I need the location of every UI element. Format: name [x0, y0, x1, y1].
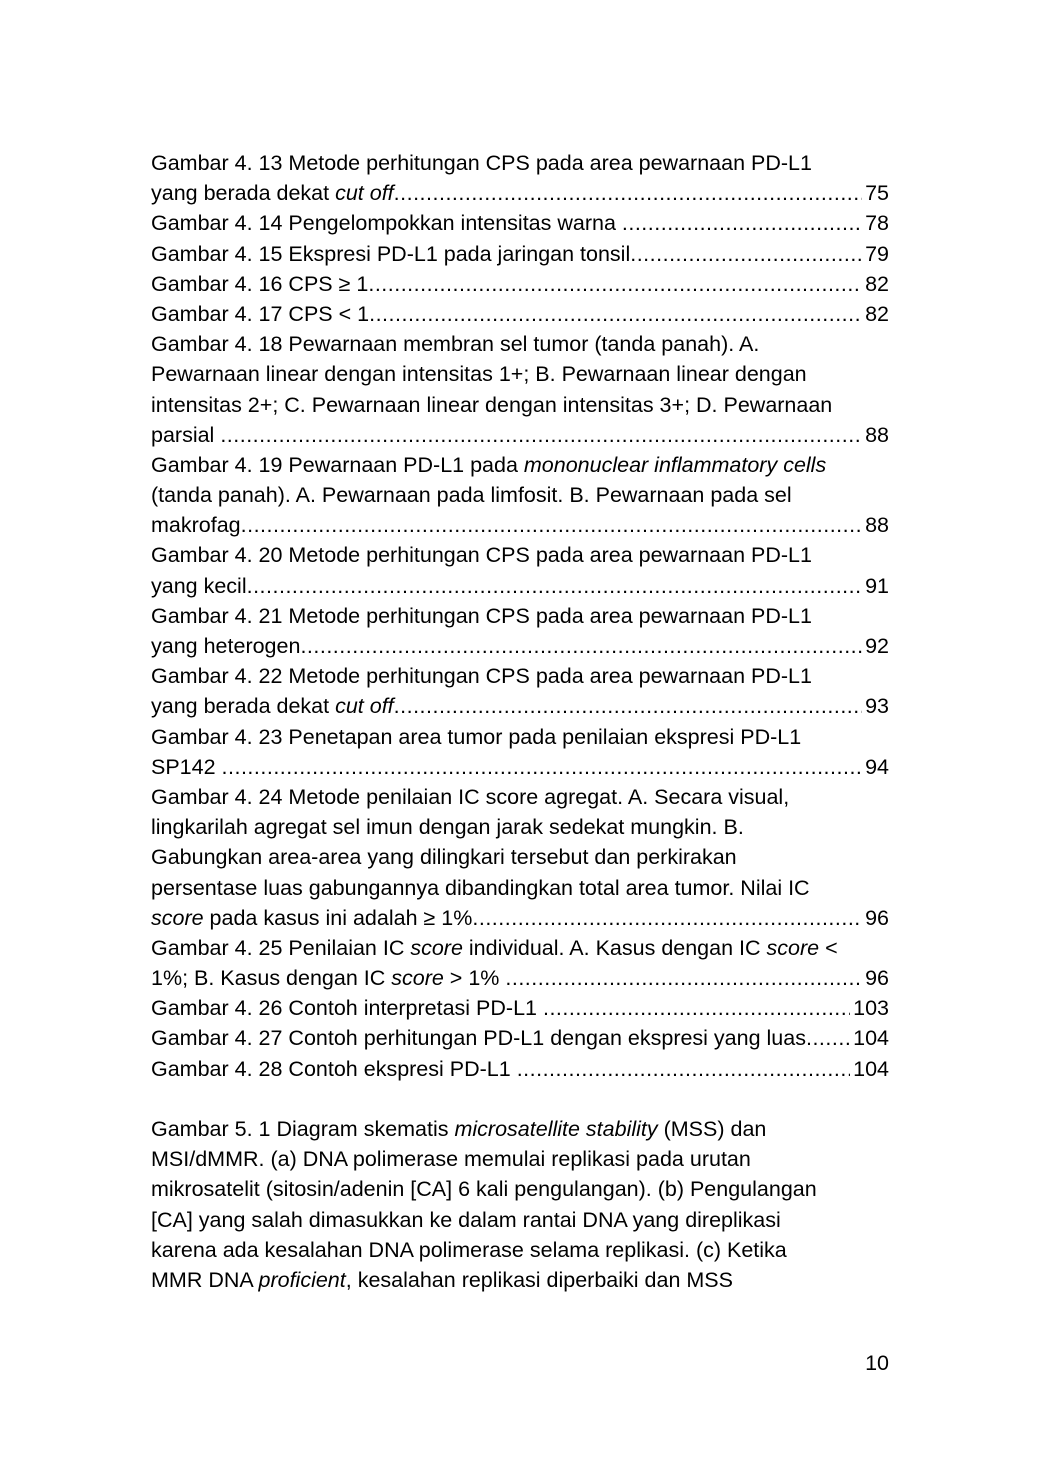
toc-entry[interactable]	[151, 269, 889, 299]
toc-entry-line: intensitas 2+; C. Pewarnaan linear dengan intensitas 3+; D. Pewarnaan	[151, 392, 833, 417]
toc-entry-last-line	[151, 691, 889, 721]
toc-entry-text: Gambar 4. 17 CPS < 1	[151, 301, 370, 326]
toc-entry[interactable]	[151, 239, 889, 269]
dot-leader	[630, 239, 862, 269]
toc-entry-line: Gambar 4. 24 Metode penilaian IC score agregat. A. Secara visual,	[151, 784, 790, 809]
toc-entry[interactable]	[151, 299, 889, 329]
toc-entry-page: 88	[865, 513, 889, 538]
toc-entry-line: Gambar 4. 21 Metode perhitungan CPS pada area pewarnaan PD-L1	[151, 603, 812, 628]
toc-entry-text: yang berada dekat cut off	[151, 181, 394, 206]
list-of-figures	[151, 148, 889, 1295]
toc-entry-line: Gabungkan area-area yang dilingkari tersebut dan perkirakan	[151, 845, 737, 870]
toc-entry-line: Gambar 4. 22 Metode perhitungan CPS pada area pewarnaan PD-L1	[151, 664, 812, 689]
toc-entry[interactable]	[151, 208, 889, 238]
toc-entry-page: 82	[865, 301, 889, 326]
toc-entry[interactable]	[151, 722, 889, 782]
toc-entry-page: 91	[865, 573, 889, 598]
dot-leader	[517, 1054, 850, 1084]
toc-entry-last-line	[151, 571, 889, 601]
dot-leader	[220, 420, 862, 450]
toc-entry-text: Gambar 4. 15 Ekspresi PD-L1 pada jaringan tonsil	[151, 241, 631, 266]
toc-entry-page: 93	[865, 694, 889, 719]
toc-entry-line: Gambar 4. 25 Penilaian IC score individual. A. Kasus dengan IC score <	[151, 935, 838, 960]
toc-entry-last-line	[151, 631, 889, 661]
toc-entry[interactable]	[151, 329, 889, 450]
toc-entries	[151, 148, 889, 1084]
toc-entry-text: yang kecil	[151, 573, 247, 598]
toc-entry-last-line	[151, 299, 889, 329]
dot-leader	[394, 178, 862, 208]
toc-entry[interactable]	[151, 1054, 889, 1084]
toc-entry-text: SP142	[151, 754, 222, 779]
toc-entry-line: Pewarnaan linear dengan intensitas 1+; B. Pewarnaan linear dengan	[151, 362, 807, 387]
toc-entry-page: 96	[865, 966, 889, 991]
dot-leader	[369, 299, 862, 329]
dot-leader	[806, 1023, 850, 1053]
toc-entry[interactable]	[151, 1023, 889, 1053]
toc-entry-line: lingkarilah agregat sel imun dengan jarak sedekat mungkin. B.	[151, 815, 744, 840]
toc-entry-text: Gambar 4. 26 Contoh interpretasi PD-L1	[151, 996, 543, 1021]
toc-entry[interactable]	[151, 993, 889, 1023]
toc-entry-last-line	[151, 903, 889, 933]
toc-entry-page: 75	[865, 181, 889, 206]
toc-entry-page: 82	[865, 271, 889, 296]
toc-entry-text: score pada kasus ini adalah ≥ 1%	[151, 905, 473, 930]
toc-entry[interactable]	[151, 782, 889, 933]
toc-entry-last-line	[151, 1023, 889, 1053]
dot-leader	[247, 571, 862, 601]
toc-entry-text: 1%; B. Kasus dengan IC score > 1%	[151, 966, 506, 991]
paragraph-line: MMR DNA proficient, kesalahan replikasi diperbaiki dan MSS	[151, 1267, 733, 1292]
toc-entry[interactable]	[151, 661, 889, 721]
toc-entry-text: yang heterogen	[151, 634, 301, 658]
toc-entry[interactable]	[151, 540, 889, 600]
section-gap	[151, 1084, 889, 1114]
toc-entry-page: 79	[865, 241, 889, 266]
toc-entry-last-line	[151, 752, 889, 782]
paragraph-line: karena ada kesalahan DNA polimerase selama replikasi. (c) Ketika	[151, 1237, 787, 1262]
toc-entry-text: yang berada dekat cut off	[151, 694, 394, 719]
toc-entry-line: Gambar 4. 19 Pewarnaan PD-L1 pada mononuclear inflammatory cells	[151, 452, 827, 477]
paragraph-line: Gambar 5. 1 Diagram skematis microsatellite stability (MSS) dan	[151, 1117, 767, 1141]
dot-leader	[394, 691, 862, 721]
toc-entry-line: (tanda panah). A. Pewarnaan pada limfosit. B. Pewarnaan pada sel	[151, 483, 792, 508]
toc-entry-page: 103	[853, 996, 889, 1021]
toc-entry-text: Gambar 4. 27 Contoh perhitungan PD-L1 dengan ekspresi yang luas	[151, 1026, 806, 1051]
toc-entry-page: 104	[853, 1056, 889, 1081]
toc-entry-last-line	[151, 510, 889, 540]
toc-entry-text: parsial	[151, 422, 221, 447]
toc-entry-page: 96	[865, 905, 889, 930]
toc-entry-text: makrofag	[151, 513, 241, 538]
figure-caption-continuation	[151, 1114, 889, 1295]
toc-entry-text: Gambar 4. 16 CPS ≥ 1	[151, 271, 369, 296]
toc-entry-last-line	[151, 993, 889, 1023]
dot-leader	[241, 510, 862, 540]
toc-entry-page: 88	[865, 422, 889, 447]
toc-entry-line: Gambar 4. 13 Metode perhitungan CPS pada area pewarnaan PD-L1	[151, 151, 812, 175]
toc-entry[interactable]	[151, 148, 889, 208]
paragraph-line: MSI/dMMR. (a) DNA polimerase memulai replikasi pada urutan	[151, 1147, 751, 1172]
toc-entry-last-line	[151, 178, 889, 208]
dot-leader	[368, 269, 862, 299]
toc-entry-page: 104	[853, 1026, 889, 1051]
toc-entry-line: persentase luas gabungannya dibandingkan total area tumor. Nilai IC	[151, 875, 810, 900]
dot-leader	[222, 752, 863, 782]
toc-entry-last-line	[151, 208, 889, 238]
toc-entry-page: 94	[865, 754, 889, 779]
toc-entry-text: Gambar 4. 14 Pengelompokkan intensitas warna	[151, 211, 622, 236]
paragraph-line: mikrosatelit (sitosin/adenin [CA] 6 kali pengulangan). (b) Pengulangan	[151, 1177, 817, 1202]
dot-leader	[505, 963, 862, 993]
toc-entry-last-line	[151, 420, 889, 450]
toc-entry-page: 92	[865, 634, 889, 658]
page-number: 10	[865, 1351, 889, 1375]
toc-entry-text: Gambar 4. 28 Contoh ekspresi PD-L1	[151, 1056, 517, 1081]
dot-leader	[543, 993, 850, 1023]
toc-entry-line: Gambar 4. 18 Pewarnaan membran sel tumor (tanda panah). A.	[151, 332, 760, 357]
toc-entry-page: 78	[865, 211, 889, 236]
toc-entry-line: Gambar 4. 23 Penetapan area tumor pada penilaian ekspresi PD-L1	[151, 724, 802, 749]
toc-entry-last-line	[151, 269, 889, 299]
toc-entry-last-line	[151, 1054, 889, 1084]
dot-leader	[300, 631, 862, 661]
dot-leader	[622, 208, 862, 238]
toc-entry[interactable]	[151, 601, 889, 661]
toc-entry[interactable]	[151, 450, 889, 541]
toc-entry-line: Gambar 4. 20 Metode perhitungan CPS pada area pewarnaan PD-L1	[151, 543, 812, 568]
toc-entry-last-line	[151, 963, 889, 993]
paragraph-line: [CA] yang salah dimasukkan ke dalam rantai DNA yang direplikasi	[151, 1207, 781, 1232]
toc-entry[interactable]	[151, 933, 889, 993]
toc-entry-last-line	[151, 239, 889, 269]
dot-leader	[472, 903, 862, 933]
